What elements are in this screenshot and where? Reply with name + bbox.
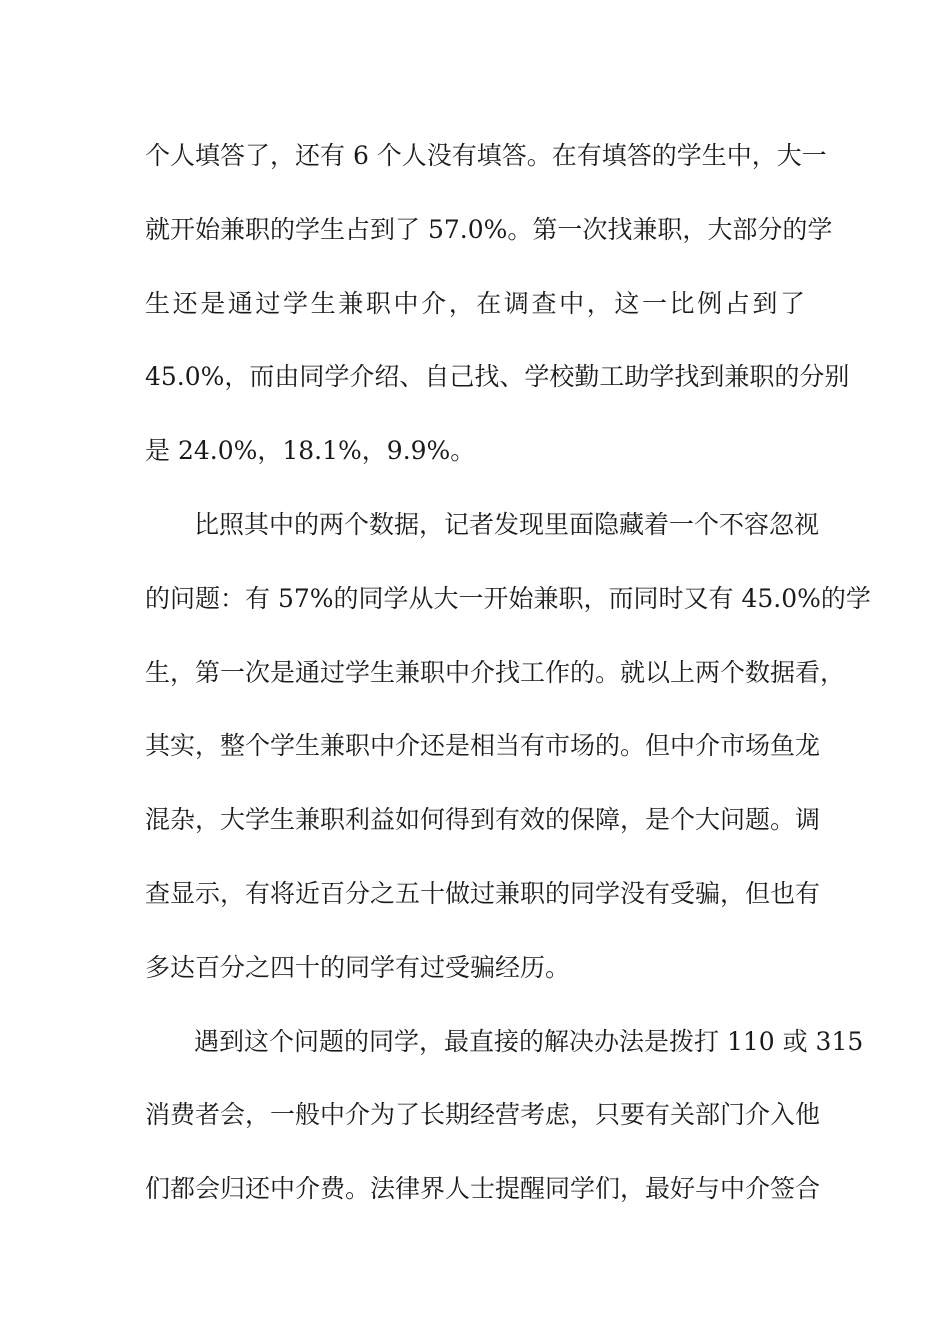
document-body: [145, 128, 871, 1235]
text-line: 的问题：有 57%的同学从大一开始兼职，而同时又有 45.0%的学: [145, 583, 871, 613]
text-line: 生还是通过学生兼职中介，在调查中，这一比例占到了: [145, 288, 805, 318]
text-line: 45.0%，而由同学介绍、自己找、学校勤工助学找到兼职的分别: [145, 362, 850, 392]
text-line: 们都会归还中介费。法律界人士提醒同学们，最好与中介签合: [145, 1174, 821, 1204]
text-line: 就开始兼职的学生占到了 57.0%。第一次找兼职，大部分的学: [145, 214, 833, 244]
text-line: 是 24.0%，18.1%，9.9%。: [145, 436, 476, 466]
text-line: 生，第一次是通过学生兼职中介找工作的。就以上两个数据看，: [145, 657, 846, 687]
text-line: 消费者会，一般中介为了长期经营考虑，只要有关部门介入他: [145, 1100, 821, 1130]
text-line: 比照其中的两个数据，记者发现里面隐藏着一个不容忽视: [194, 509, 820, 539]
text-line: 个人填答了，还有 6 个人没有填答。在有填答的学生中，大一: [145, 141, 827, 170]
text-line: 其实，整个学生兼职中介还是相当有市场的。但中介市场鱼龙: [145, 731, 821, 761]
text-line: 遇到这个问题的同学，最直接的解决办法是拨打 110 或 315: [194, 1026, 864, 1056]
text-line: 多达百分之四十的同学有过受骗经历。: [145, 952, 571, 982]
text-line: 混杂，大学生兼职利益如何得到有效的保障，是个大问题。调: [145, 805, 821, 835]
text-line: 查显示，有将近百分之五十做过兼职的同学没有受骗，但也有: [145, 878, 821, 908]
